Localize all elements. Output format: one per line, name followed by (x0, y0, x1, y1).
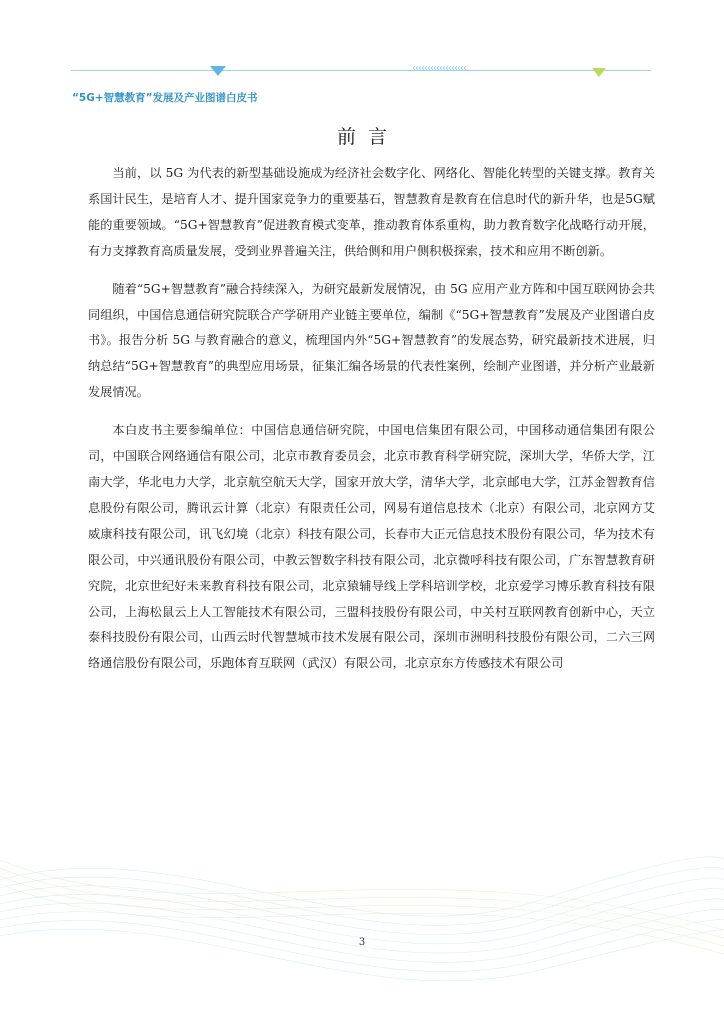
paragraph: 当前，以 5G 为代表的新型基础设施成为经济社会数字化、网络化、智能化转型的关键支撑。教育关系国计民生，是培育人才、提升国家竞争力的重要基石，智慧教育是教育在信息时代的新升华，也是5G赋能的重要领域。“5G+智慧教育”促进教育模式变革，推动教育体系重构，助力教育数字化战略行动开展，有力支撑教育高质量发展，受到业界普遍关注，供给侧和用户侧积极探索，技术和应用不断创新。 (88, 166, 655, 258)
body-text (88, 161, 655, 689)
header-green-triangle-icon (592, 68, 606, 77)
document-title: “5G+智慧教育”发展及产业图谱白皮书 (72, 92, 258, 104)
page-number: 3 (358, 937, 366, 948)
section-title: 前言 (336, 126, 399, 148)
header-rule (71, 70, 651, 71)
header-triangle-icon (210, 66, 226, 76)
paragraph: 随着“5G+智慧教育”融合持续深入，为研究最新发展情况，由 5G 应用产业方阵和中国互联网协会共同组织，中国信息通信研究院联合产学研用产业链主要单位，编制《“5G+智慧教育”发展及产业图谱白皮书》。报告分析 5G 与教育融合的意义，梳理国内外“5G+智慧教育”的发展态势，研究最新技术进展，归纳总结“5G+智慧教育”的典型应用场景，征集汇编各场景的代表性案例，绘制产业图谱，并分析产业最新发展情况。 (88, 281, 655, 400)
paragraph: 本白皮书主要参编单位：中国信息通信研究院，中国电信集团有限公司，中国移动通信集团有限公司，中国联合网络通信有限公司，北京市教育委员会，北京市教育科学研究院，深圳大学，华侨大学，江南大学，华北电力大学，北京航空航天大学，国家开放大学，清华大学，北京邮电大学，江苏金智教育信息股份有限公司，腾讯云计算（北京）有限责任公司，网易有道信息技术（北京）有限公司，北京网方艾威康科技有限公司，讯飞幻境（北京）科技有限公司，长春市大正元信息技术股份有限公司，华为技术有限公司，中兴通讯股份有限公司，中教云智数字科技有限公司，北京微呼科技有限公司，广东智慧教育研究院，北京世纪好未来教育科技有限公司，北京猿辅导线上学科培训学校，北京爱学习博乐教育科技有限公司，上海松鼠云上人工智能技术有限公司，三盟科技股份有限公司，中关村互联网教育创新中心，天立泰科技股份有限公司，山西云时代智慧城市技术发展有限公司，深圳市洲明科技股份有限公司，二六三网络通信股份有限公司，乐跑体育互联网（武汉）有限公司，北京京东方传感技术有限公司 (88, 423, 655, 671)
header-chevrons: ‹‹‹‹‹‹‹‹‹‹‹‹‹‹‹‹‹‹ (412, 63, 466, 74)
decorative-waves (0, 820, 724, 1024)
